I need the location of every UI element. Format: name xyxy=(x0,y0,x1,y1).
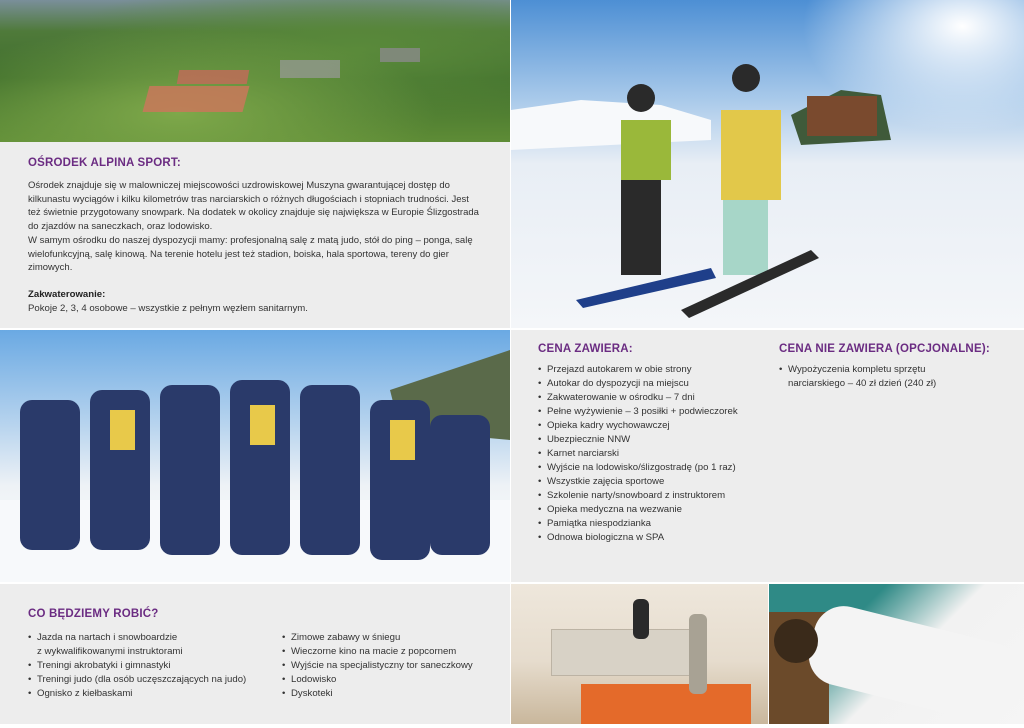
list-item: • Wieczorne kino na macie z popcornem xyxy=(282,645,507,659)
list-item: • Wyjście na specjalistyczny tor saneczkowy xyxy=(282,659,507,673)
list-item: • Zakwaterowanie w ośrodku – 7 dni xyxy=(538,391,778,405)
list-item: • Lodowisko xyxy=(282,673,507,687)
price-excludes-list xyxy=(779,363,1009,391)
activities-panel xyxy=(0,584,510,724)
list-item xyxy=(28,631,278,659)
list-item: • Autokar do dyspozycji na miejscu xyxy=(538,377,778,391)
accommodation-label: Zakwaterowanie: xyxy=(28,289,106,300)
list-item: • Dyskoteki xyxy=(282,687,507,701)
accommodation-text: Pokoje 2, 3, 4 osobowe – wszystkie z pełnym węzłem sanitarnym. xyxy=(28,303,308,314)
price-excludes-heading: CENA NIE ZAWIERA (OPCJONALNE): xyxy=(779,343,990,355)
list-item: • Ubezpiecznie NNW xyxy=(538,433,778,447)
list-item-line: Wypożyczenia kompletu sprzętu xyxy=(788,364,926,375)
list-item: • Opieka medyczna na wezwanie xyxy=(538,503,778,517)
judo-photo xyxy=(769,584,1024,724)
list-item-line: z wykwalifikowanymi instruktorami xyxy=(37,646,183,657)
list-item: • Treningi judo (dla osób uczęszczających na judo) xyxy=(28,673,278,687)
list-item: • Wyjście na lodowisko/ślizgostradę (po 1 raz) xyxy=(538,461,778,475)
list-item: • Zimowe zabawy w śniegu xyxy=(282,631,507,645)
snowboarders-illustration xyxy=(511,0,1024,328)
activities-heading: CO BĘDZIEMY ROBIĆ? xyxy=(28,608,159,620)
list-item: • Pełne wyżywienie – 3 posiłki + podwieczorek xyxy=(538,405,778,419)
list-item: • Odnowa biologiczna w SPA xyxy=(538,531,778,545)
list-item-line: narciarskiego – 40 zł dzień (240 zł) xyxy=(788,378,937,389)
list-item: • Treningi akrobatyki i gimnastyki xyxy=(28,659,278,673)
snowboarders-photo xyxy=(511,0,1024,328)
list-item: • Karnet narciarski xyxy=(538,447,778,461)
list-item: • Opieka kadry wychowawczej xyxy=(538,419,778,433)
list-item: • Przejazd autokarem w obie strony xyxy=(538,363,778,377)
list-item: • Wszystkie zajęcia sportowe xyxy=(538,475,778,489)
list-item: • Pamiątka niespodzianka xyxy=(538,517,778,531)
osrodek-facilities: W samym ośrodku do naszej dyspozycji mamy: profesjonalną salę z matą judo, stół do ping – ponga, salę wielofunkcyjną, salę kinową. Na terenie hotelu jest też stadion, boiska, hala sportowa, tereny do gier zimowych. xyxy=(28,235,473,274)
group-illustration xyxy=(0,330,510,582)
resort-aerial-photo xyxy=(0,0,510,142)
activities-list-right xyxy=(282,631,507,701)
osrodek-description: Ośrodek znajduje się w malowniczej miejscowości uzdrowiskowej Muszyna gwarantującej dostęp do kilkunastu wyciągów i kilku kilometrów tras narciarskich o różnych długościach i stopniach trudności. Jest też świetnie przygotowany snowpark. Na dodatek w okolicy znajduje się największa w Europie Ślizgostrada do zjazdów na saneczkach, oraz lodowisko. xyxy=(28,180,479,232)
osrodek-heading: OŚRODEK ALPINA SPORT: xyxy=(28,157,181,169)
list-item: • Ognisko z kiełbaskami xyxy=(28,687,278,701)
price-panel xyxy=(511,330,1024,582)
gym-trampoline-photo xyxy=(511,584,768,724)
list-item-line: Jazda na nartach i snowboardzie xyxy=(37,632,178,643)
list-item: • Szkolenie narty/snowboard z instruktorem xyxy=(538,489,778,503)
price-includes-heading: CENA ZAWIERA: xyxy=(538,343,633,355)
group-photo xyxy=(0,330,510,582)
list-item xyxy=(779,363,1009,391)
osrodek-panel xyxy=(0,142,510,328)
price-includes-list xyxy=(538,363,778,545)
activities-list-left xyxy=(28,631,278,701)
